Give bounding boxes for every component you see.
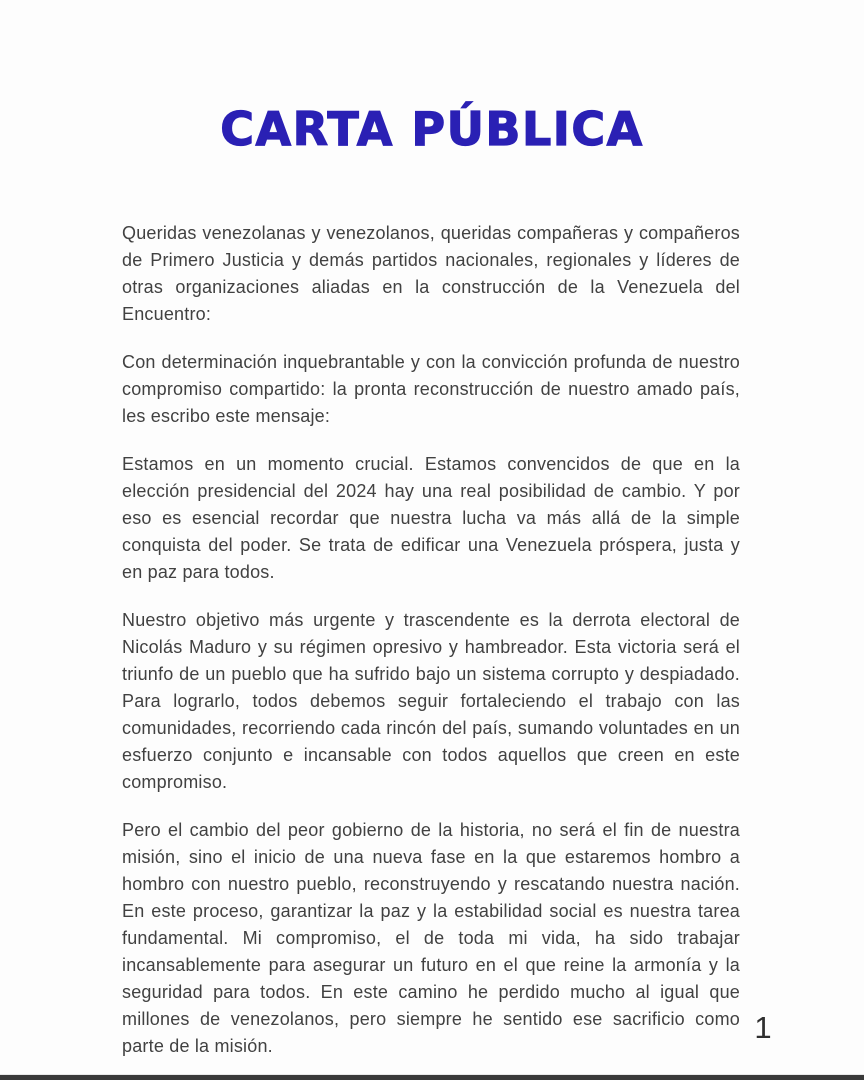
bottom-edge-bar xyxy=(0,1074,864,1080)
paragraph-introduction: Con determinación inquebrantable y con la convicción profunda de nuestro compromiso compartido: la pronta reconstrucción de nuestro amado país, les escribo este mensaje: xyxy=(122,352,740,426)
letter-body xyxy=(122,220,740,1080)
paragraph-electoral-objective: Nuestro objetivo más urgente y trascendente es la derrota electoral de Nicolás Maduro y su régimen opresivo y hambreador. Esta victoria será el triunfo de un pueblo que ha sufrido bajo un sistema corrupto y despiadado. Para lograrlo, todos debemos seguir fortaleciendo el trabajo con las comunidades, recorriendo cada rincón del país, sumando voluntades en un esfuerzo conjunto e incansable con todos aquellos que creen en este compromiso. xyxy=(122,610,740,792)
paragraph-crucial-moment: Estamos en un momento crucial. Estamos convencidos de que en la elección presidencial del 2024 hay una real posibilidad de cambio. Y por eso es esencial recordar que nuestra lucha va más allá de la simple conquista del poder. Se trata de edificar una Venezuela próspera, justa y en paz para todos. xyxy=(122,454,740,582)
page-title: CARTA PÚBLICA xyxy=(220,102,644,156)
paragraph-mission: Pero el cambio del peor gobierno de la historia, no será el fin de nuestra misión, sino el inicio de una nueva fase en la que estaremos hombro a hombro con nuestro pueblo, reconstruyendo y rescatando nuestra nación. En este proceso, garantizar la paz y la estabilidad social es nuestra tarea fundamental. Mi compromiso, el de toda mi vida, ha sido trabajar incansablemente para asegurar un futuro en el que reine la armonía y la seguridad para todos. En este camino he perdido mucho al igual que millones de venezolanos, pero siempre he sentido ese sacrificio como parte de la misión. xyxy=(122,820,740,1056)
paragraph-salutation: Queridas venezolanas y venezolanos, queridas compañeras y compañeros de Primero Justicia y demás partidos nacionales, regionales y líderes de otras organizaciones aliadas en la construcción de la Venezuela del Encuentro: xyxy=(122,223,740,324)
page-number: 1 xyxy=(754,1010,772,1045)
